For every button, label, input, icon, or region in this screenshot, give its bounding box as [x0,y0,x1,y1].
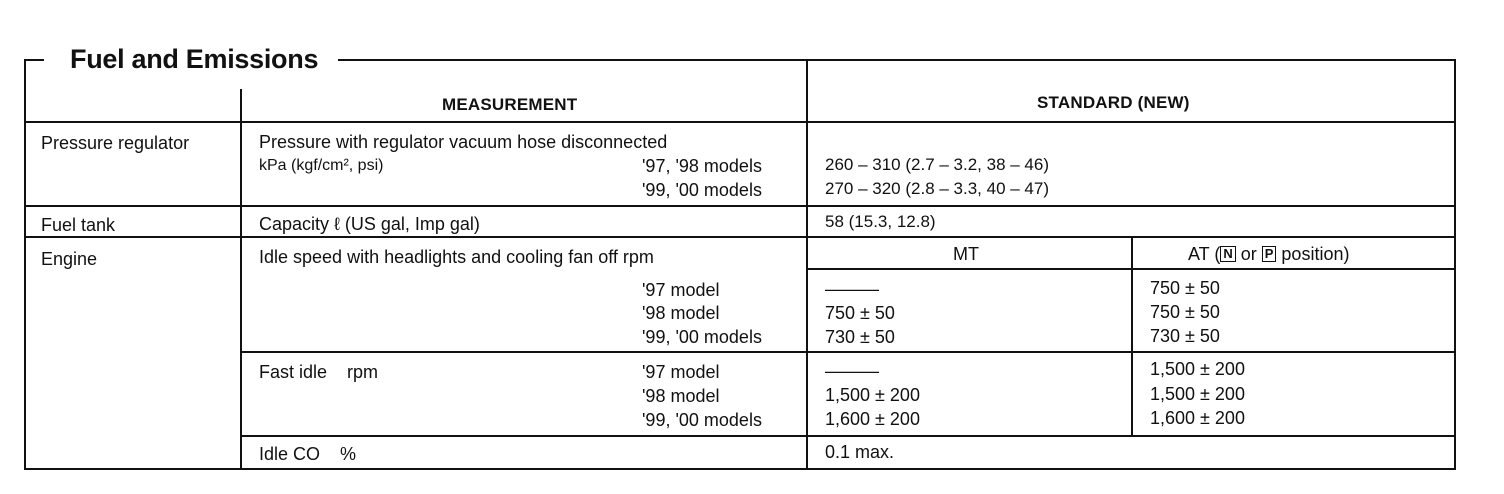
item-engine: Engine [41,249,98,269]
rule-regulator-bottom [24,205,1456,207]
regulator-value-2: 270 – 320 (2.8 – 3.3, 40 – 47) [825,179,1050,198]
regulator-model-2: '99, '00 models [642,180,762,200]
idle-at-value-3: 730 ± 50 [1150,326,1220,346]
rule-header-bottom [24,121,1456,123]
idle-speed-measurement: Idle speed with headlights and cooling fan off rpm [259,247,654,267]
regulator-measurement: Pressure with regulator vacuum hose disconnected [259,132,668,152]
rule-col-item [240,89,242,470]
idle-at-value-1: 750 ± 50 [1150,278,1220,298]
at-header-prefix: AT ( [1188,244,1221,264]
fast-idle-mt-value-2: 1,500 ± 200 [825,385,920,405]
item-pressure-regulator: Pressure regulator [41,133,190,153]
item-fuel-tank: Fuel tank [41,215,116,235]
fast-idle-at-value-2: 1,500 ± 200 [1150,384,1245,404]
at-header-or: or [1235,244,1262,264]
rule-fast-idle-bottom [240,435,1456,437]
rule-col-standard [806,59,808,470]
idle-at-value-2: 750 ± 50 [1150,302,1220,322]
idle-mt-value-2: 750 ± 50 [825,303,895,323]
idle-co-measurement: Idle CO % [259,444,357,464]
n-position-icon: N [1220,246,1235,262]
fast-idle-measurement: Fast idle rpm [259,362,379,382]
fast-idle-mt-value-1: ——— [825,361,879,381]
header-standard: STANDARD (NEW) [1037,93,1190,112]
tank-measurement: Capacity ℓ (US gal, Imp gal) [259,214,480,234]
regulator-unit: kPa (kgf/cm², psi) [259,157,384,174]
rule-tank-bottom [24,236,1456,238]
header-at [1188,243,1349,265]
idle-mt-value-1: ——— [825,279,879,299]
section-title: Fuel and Emissions [64,42,324,76]
rule-idle-speed-bottom [240,351,1456,353]
header-measurement: MEASUREMENT [442,95,578,114]
frame-bottom [24,468,1456,470]
header-mt: MT [953,244,979,264]
idle-model-1: '97 model [642,280,720,300]
tank-value: 58 (15.3, 12.8) [825,212,936,231]
idle-co-value: 0.1 max. [825,442,895,462]
fast-idle-at-value-1: 1,500 ± 200 [1150,359,1245,379]
p-position-icon: P [1262,246,1277,262]
rule-col-mt-at [1131,236,1133,437]
fast-idle-model-3: '99, '00 models [642,410,762,430]
frame-top-line [338,59,1456,61]
at-header-suffix: position) [1276,244,1350,264]
fast-idle-mt-value-3: 1,600 ± 200 [825,409,920,429]
fast-idle-model-2: '98 model [642,386,720,406]
idle-mt-value-3: 730 ± 50 [825,327,895,347]
idle-model-3: '99, '00 models [642,327,762,347]
regulator-value-1: 260 – 310 (2.7 – 3.2, 38 – 46) [825,155,1050,174]
idle-model-2: '98 model [642,303,720,323]
frame-top-left-tick [24,59,44,61]
regulator-model-1: '97, '98 models [642,156,762,176]
fast-idle-model-1: '97 model [642,362,720,382]
fast-idle-at-value-3: 1,600 ± 200 [1150,408,1245,428]
